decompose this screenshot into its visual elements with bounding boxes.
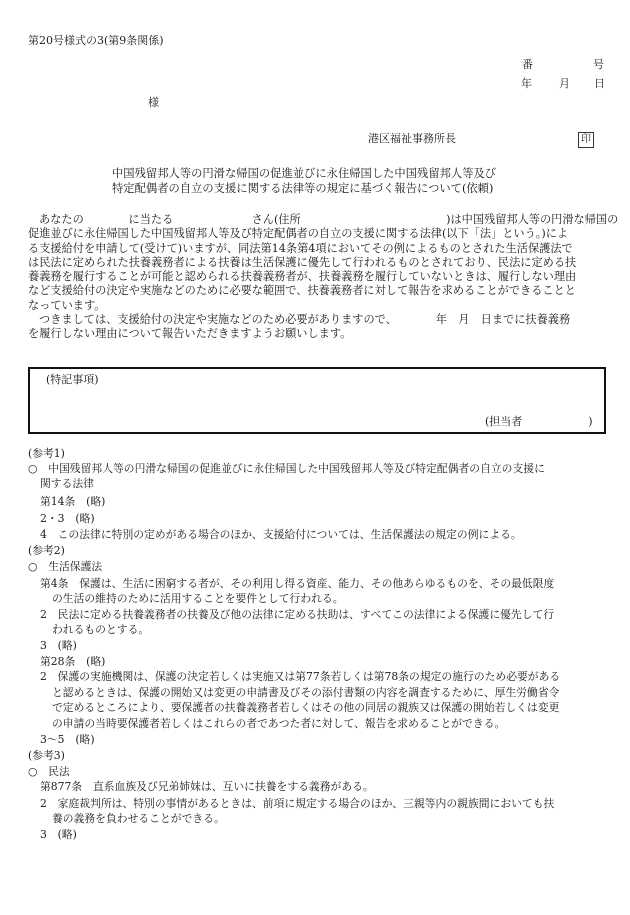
reference-clause: 2 民法に定める扶養義務者の扶養及び他の法律に定める扶助は、すべてこの法律による保護に優先して行 bbox=[40, 608, 555, 621]
special-notes-label: (特記事項) bbox=[46, 373, 99, 386]
reference-clause: 2 保護の実施機関は、保護の決定若しくは実施又は第77条若しくは第78条の規定の施行のため必要がある bbox=[40, 670, 561, 683]
document-title-line-1: 中国残留邦人等の円滑な帰国の促進並びに永住帰国した中国残留邦人等及び bbox=[112, 167, 497, 180]
reference-law-2: ○ 生活保護法 bbox=[28, 560, 103, 573]
reference-heading-1: (参考1) bbox=[28, 447, 65, 460]
date-day-label: 日 bbox=[594, 77, 605, 90]
body-line: つきましては、支援給付の決定や実施などのため必要がありますので、 年 月 日までに扶養義務 bbox=[39, 313, 571, 327]
reference-heading-2: (参考2) bbox=[28, 544, 65, 557]
reference-law-3: ○ 民法 bbox=[28, 765, 70, 778]
reference-clause: 3 (略) bbox=[40, 639, 77, 652]
reference-article: 第4条 保護は、生活に困窮する者が、その利用し得る資産、能力、その他あらゆるものを、その最低限度 bbox=[40, 577, 555, 590]
special-notes-box[interactable] bbox=[28, 367, 606, 434]
document-number-suffix: 号 bbox=[593, 58, 604, 71]
body-line: 養義務を履行することが可能と認められる扶養義務者が、扶養義務を履行していないときは、履行しない理由 bbox=[28, 270, 577, 284]
reference-article-cont: の生活の維持のために活用することを要件として行われる。 bbox=[52, 592, 344, 605]
reference-clause: 2 家庭裁判所は、特別の事情があるときは、前項に規定する場合のほか、三親等内の親族間においても扶 bbox=[40, 797, 555, 810]
reference-clause: 3 (略) bbox=[40, 828, 77, 841]
reference-clause: 3〜5 (略) bbox=[40, 733, 95, 746]
form-number: 第20号様式の3(第9条関係) bbox=[28, 34, 164, 47]
body-line: など支援給付の決定や実施などのために必要な範囲で、扶養義務者に対して報告を求めることができることと bbox=[28, 284, 576, 298]
body-line: は民法に定められた扶養義務者による扶養は生活保護に優先して行われるものとされており、民法に定める扶 bbox=[28, 255, 577, 269]
reference-clause-cont: で定めるところにより、要保護者の扶養義務者若しくはその他の同居の親族又は保護の開始若しくは変更 bbox=[52, 701, 560, 714]
seal-mark: 印 bbox=[578, 132, 594, 148]
reference-law-1: ○ 中国残留邦人等の円滑な帰国の促進並びに永住帰国した中国残留邦人等及び特定配偶者の自立の支援に bbox=[28, 462, 545, 475]
body-text bbox=[28, 213, 619, 342]
reference-clause: 2・3 (略) bbox=[40, 512, 95, 525]
reference-article: 第877条 直系血族及び兄弟姉妹は、互いに扶養をする義務がある。 bbox=[40, 780, 374, 793]
reference-law-1-cont: 関する法律 bbox=[40, 477, 94, 490]
reference-clause-cont: と認めるときは、保護の開始又は変更の申請書及びその添付書類の内容を調査するために、厚生労働省令 bbox=[52, 686, 560, 699]
sender-name: 港区福祉事務所長 bbox=[368, 132, 456, 145]
reference-clause-cont: の申請の当時要保護者若しくはこれらの者であつた者に対して、報告を求めることができる。 bbox=[52, 717, 506, 730]
date-year-label: 年 bbox=[521, 77, 532, 90]
person-in-charge: (担当者 ) bbox=[485, 415, 593, 428]
reference-clause-cont: われるものとする。 bbox=[52, 623, 150, 636]
reference-heading-3: (参考3) bbox=[28, 749, 65, 762]
body-line: あなたの に当たる さん(住所 )は中国残留邦人等の円滑な帰国の bbox=[39, 213, 619, 226]
body-line: を履行しない理由について報告いただきますようお願いします。 bbox=[28, 327, 352, 341]
reference-clause: 4 この法律に特別の定めがある場合のほか、支援給付については、生活保護法の規定の例による。 bbox=[40, 528, 522, 541]
reference-clause-cont: 養の義務を負わせることができる。 bbox=[52, 812, 225, 825]
reference-article: 第28条 (略) bbox=[40, 655, 106, 668]
body-line: 促進並びに永住帰国した中国残留邦人等及び特定配偶者の自立の支援に関する法律(以下「法」という。)によ bbox=[28, 227, 569, 241]
document-number-label: 番 bbox=[522, 58, 533, 71]
date-month-label: 月 bbox=[559, 77, 570, 90]
body-line: なっています。 bbox=[28, 298, 106, 312]
official-seal bbox=[578, 132, 594, 148]
addressee-honorific: 様 bbox=[148, 96, 159, 109]
body-line: る支援給付を申請して(受けて)いますが、同法第14条第4項においてその例によるものとされた生活保護法で bbox=[28, 241, 573, 255]
document-title-line-2: 特定配偶者の自立の支援に関する法律等の規定に基づく報告について(依頼) bbox=[112, 182, 494, 195]
reference-article: 第14条 (略) bbox=[40, 495, 106, 508]
